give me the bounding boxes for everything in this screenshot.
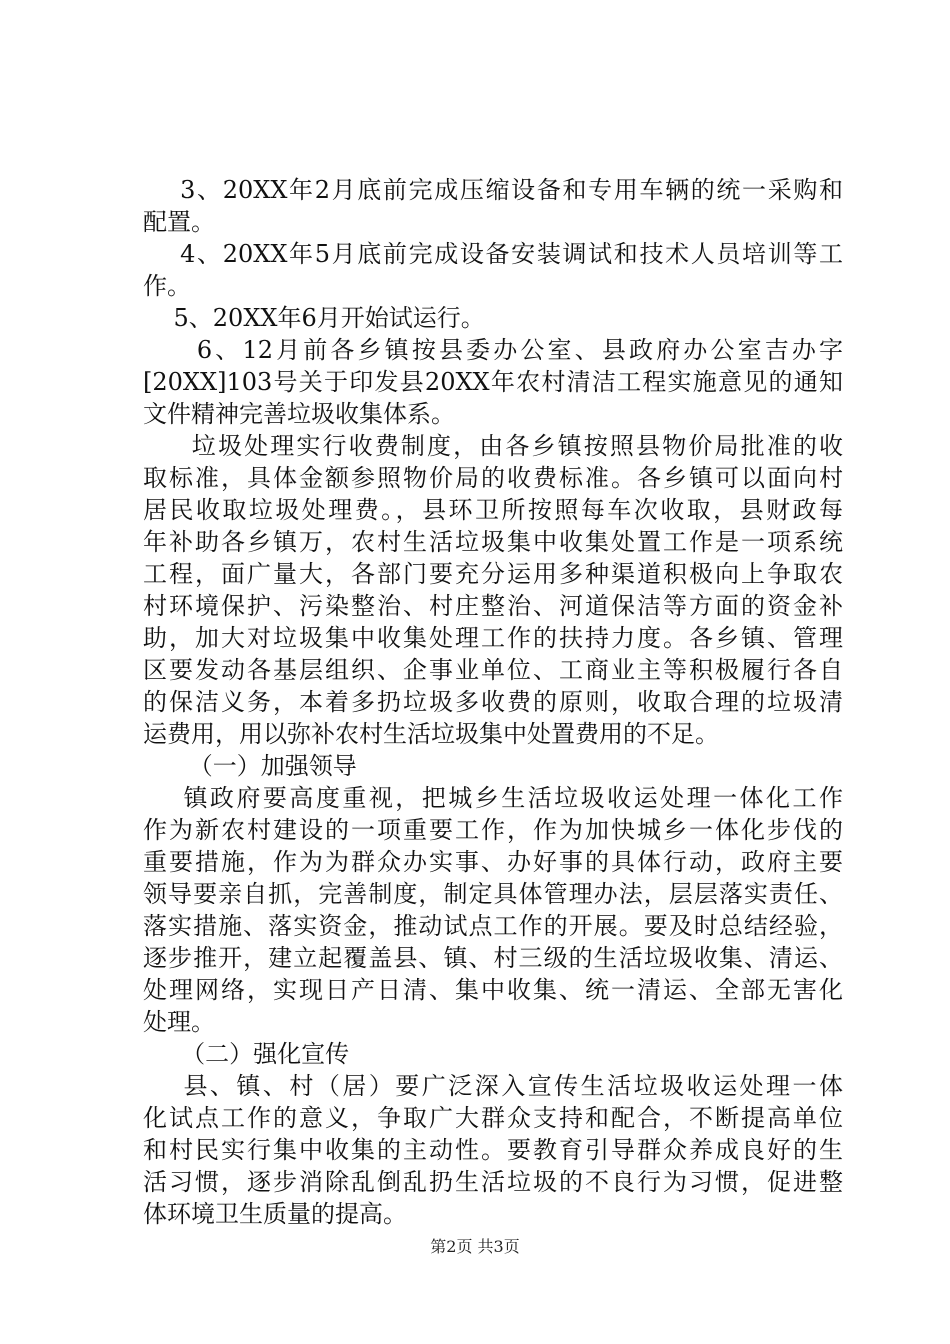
- text-line: 助，加大对垃圾集中收集处理工作的扶持力度。各乡镇、管理: [143, 624, 843, 652]
- text-line: [20XX]103号关于印发县20XX年农村清洁工程实施意见的通知: [143, 368, 843, 396]
- text-line: 垃圾处理实行收费制度，由各乡镇按照县物价局批准的收: [143, 432, 843, 460]
- text-line: 处理网络，实现日产日清、集中收集、统一清运、全部无害化: [143, 976, 843, 1004]
- text-line: 运费用，用以弥补农村生活垃圾集中处置费用的不足。: [143, 720, 719, 748]
- text-line: 体环境卫生质量的提高。: [143, 1200, 407, 1228]
- text-line: 作为新农村建设的一项重要工作，作为加快城乡一体化步伐的: [143, 816, 843, 844]
- text-line: 4、20XX年5月底前完成设备安装调试和技术人员培训等工: [143, 240, 843, 268]
- text-line: 3、20XX年2月底前完成压缩设备和专用车辆的统一采购和: [143, 176, 843, 204]
- text-line: 逐步推开，建立起覆盖县、镇、村三级的生活垃圾收集、清运、: [143, 944, 843, 972]
- text-line: 配置。: [143, 208, 215, 236]
- text-line: 区要发动各基层组织、企事业单位、工商业主等积极履行各自: [143, 656, 843, 684]
- text-line: 活习惯，逐步消除乱倒乱扔生活垃圾的不良行为习惯，促进整: [143, 1168, 843, 1196]
- text-line: （二）强化宣传: [143, 1040, 350, 1068]
- text-line: 重要措施，作为为群众办实事、办好事的具体行动，政府主要: [143, 848, 843, 876]
- text-line: 的保洁义务，本着多扔垃圾多收费的原则，收取合理的垃圾清: [143, 688, 843, 716]
- text-line: （一）加强领导: [143, 752, 357, 780]
- text-line: 5、20XX年6月开始试运行。: [143, 304, 485, 332]
- text-line: 落实措施、落实资金，推动试点工作的开展。要及时总结经验，: [143, 912, 843, 940]
- text-line: 镇政府要高度重视，把城乡生活垃圾收运处理一体化工作: [143, 784, 843, 812]
- text-line: 居民收取垃圾处理费。，县环卫所按照每车次收取，县财政每: [143, 496, 843, 524]
- text-line: 取标准，具体金额参照物价局的收费标准。各乡镇可以面向村: [143, 464, 843, 492]
- text-line: 和村民实行集中收集的主动性。要教育引导群众养成良好的生: [143, 1136, 843, 1164]
- text-line: 6、12月前各乡镇按县委办公室、县政府办公室吉办字: [143, 336, 843, 364]
- text-line: 村环境保护、污染整治、村庄整治、河道保洁等方面的资金补: [143, 592, 843, 620]
- text-line: 领导要亲自抓，完善制度，制定具体管理办法，层层落实责任、: [143, 880, 843, 908]
- text-line: 作。: [143, 272, 191, 300]
- text-line: 县、镇、村（居）要广泛深入宣传生活垃圾收运处理一体: [143, 1072, 843, 1100]
- text-line: 化试点工作的意义，争取广大群众支持和配合，不断提高单位: [143, 1104, 843, 1132]
- text-line: 文件精神完善垃圾收集体系。: [143, 400, 455, 428]
- page-footer: 第2页 共3页: [430, 1237, 520, 1256]
- document-body: [143, 174, 843, 1230]
- text-line: 工程，面广量大，各部门要充分运用多种渠道积极向上争取农: [143, 560, 843, 588]
- text-line: 处理。: [143, 1008, 215, 1036]
- text-line: 年补助各乡镇万，农村生活垃圾集中收集处置工作是一项系统: [143, 528, 843, 556]
